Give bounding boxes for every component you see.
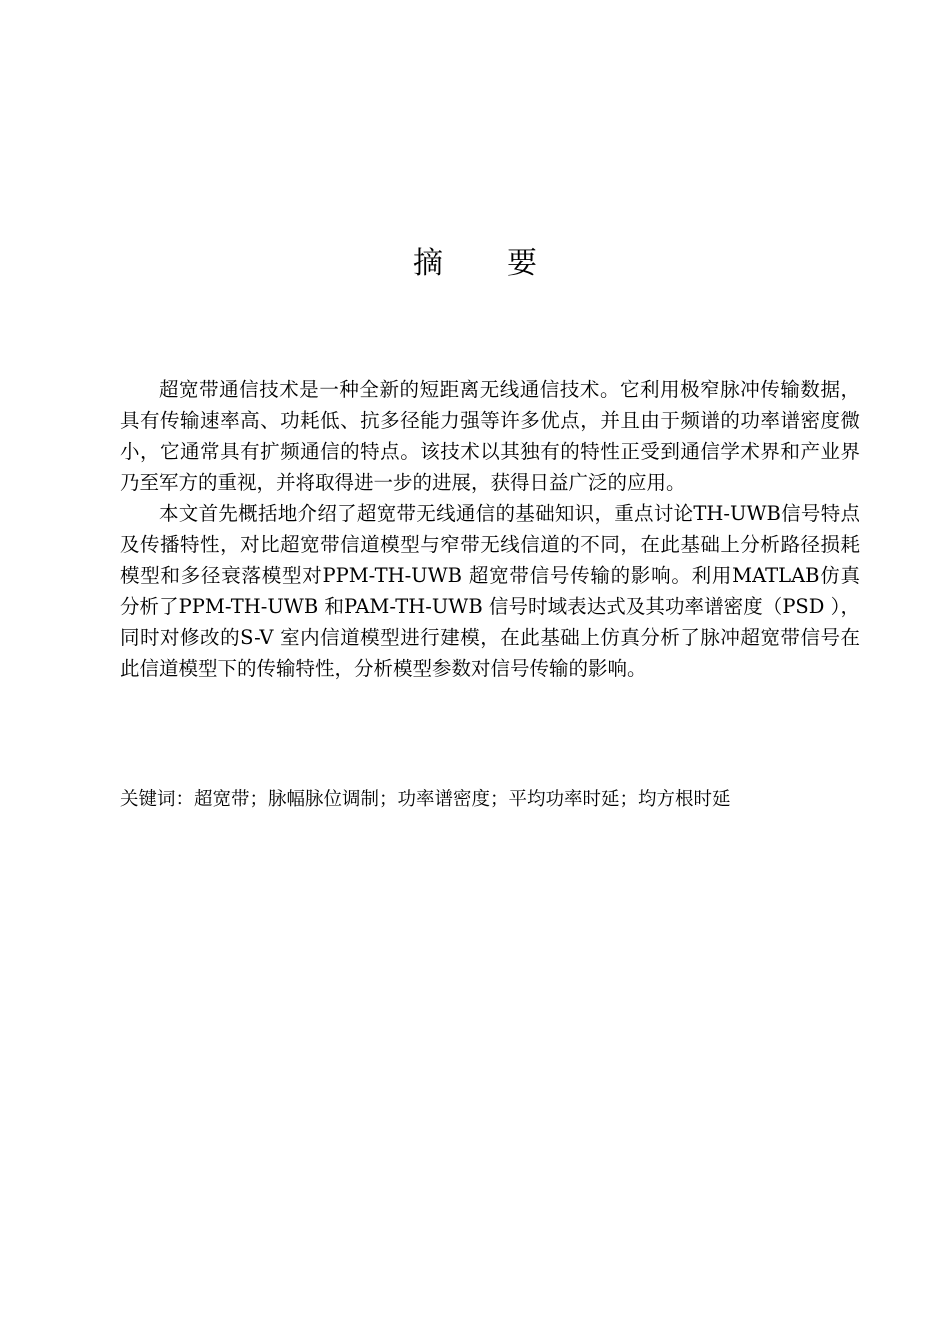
title-char-1: 摘 [413,246,443,281]
abstract-paragraph-1: 超宽带通信技术是一种全新的短距离无线通信技术。它利用极窄脉冲传输数据，具有传输速率高、功耗低、抗多径能力强等许多优点，并且由于频谱的功率谱密度微小，它通常具有扩频通信的特点。该技术以其独有的特性正受到通信学术界和产业界乃至军方的重视，并将取得进一步的进展，获得日益广泛的应用。 [120,378,860,494]
abstract-paragraph-2: 本文首先概括地介绍了超宽带无线通信的基础知识，重点讨论TH-UWB信号特点及传播特性，对比超宽带信道模型与窄带无线信道的不同，在此基础上分析路径损耗模型和多径衰落模型对PPM-TH-UWB 超宽带信号传输的影响。利用MATLAB仿真分析了PPM-TH-UWB 和PAM-TH-UWB 信号时域表达式及其功率谱密度（PSD ），同时对修改的S-V 室内信道模型进行建模，在此基础上仿真分析了脉冲超宽带信号在此信道模型下的传输特性，分析模型参数对信号传输的影响。 [120,502,860,680]
keywords-line: 关键词：超宽带；脉幅脉位调制；功率谱密度；平均功率时延；均方根时延 [120,789,731,810]
title-char-2: 要 [507,246,537,281]
page-title [0,244,950,284]
abstract-body [120,374,860,684]
